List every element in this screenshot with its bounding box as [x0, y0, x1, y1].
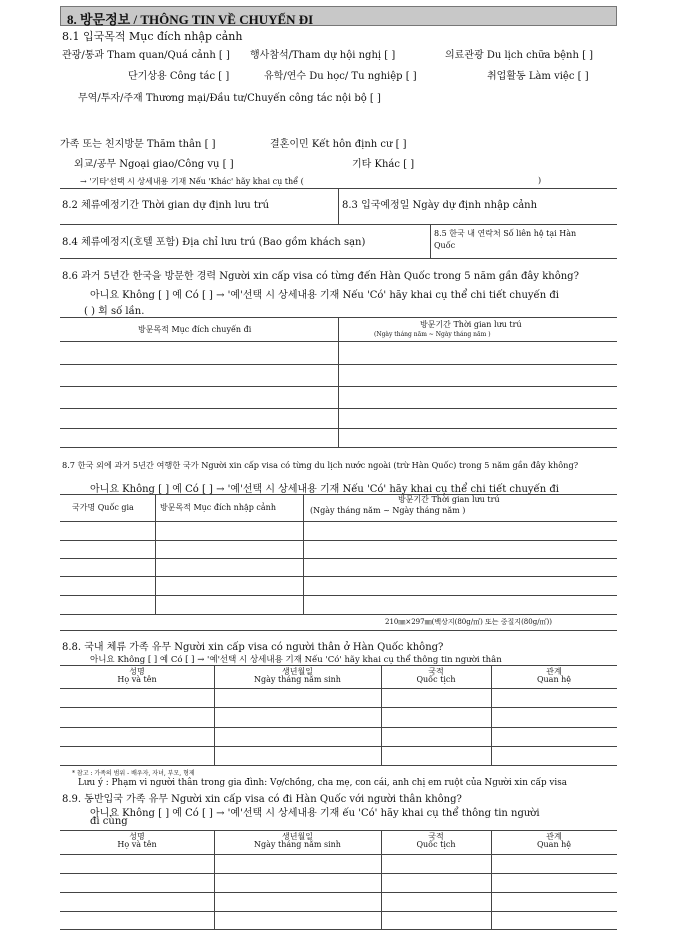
- korea-visit-question: 8.6 과거 5년간 한국을 방문한 경력 Người xin cấp visa có từng đến Hàn Quốc trong 5 năm gần đây không?: [62, 271, 579, 282]
- purpose-option-trade[interactable]: 무역/투자/주재 Thương mại/Đầu tư/Chuyến công tác nội bộ [ ]: [78, 93, 381, 104]
- section-header: [60, 6, 617, 26]
- overseas-travel-question: 8.7 한국 외에 과거 5년간 여행한 국가 Người xin cấp visa có từng du lịch nước ngoài (trừ Hàn Quốc) trong 5 năm gần đây không?: [62, 460, 579, 470]
- companion-family-answer-cont: đi cùng: [90, 816, 128, 827]
- purpose-option-business[interactable]: 단기상용 Công tác [ ]: [128, 71, 230, 82]
- companion-col-name-ko: 성명: [129, 832, 145, 841]
- family-scope-note: Lưu ý : Phạm vi người thân trong gia đình: Vợ/chồng, cha mẹ, con cái, anh chị em ruột của Người xin cấp visa: [78, 778, 567, 788]
- purpose-option-work[interactable]: 취업활동 Làm việc [ ]: [487, 71, 589, 82]
- korea-visit-col-period: 방문기간 Thời gian lưu trú: [420, 320, 522, 329]
- purpose-option-medical[interactable]: 의료관광 Du lịch chữa bệnh [ ]: [445, 50, 594, 61]
- section-title: 8. 방문정보 / THÔNG TIN VỀ CHUYẾN ĐI: [67, 12, 314, 27]
- family-col-relation-ko: 관계: [546, 667, 562, 676]
- companion-col-name: Họ và tên: [117, 840, 157, 849]
- companion-col-relation: Quan hệ: [536, 840, 572, 849]
- purpose-option-other[interactable]: 기타 Khác [ ]: [352, 159, 415, 170]
- companion-col-dob-ko: 생년월일: [282, 832, 313, 841]
- family-col-dob: Ngày tháng năm sinh: [254, 675, 341, 684]
- family-scope-note-ko: * 참고 : 가족의 범위 - 배우자, 자녀, 부모, 형제: [72, 770, 195, 777]
- companion-col-dob: Ngày tháng năm sinh: [254, 840, 341, 849]
- purpose-option-diplomatic[interactable]: 외교/공무 Ngoại giao/Công vụ [ ]: [74, 159, 234, 170]
- overseas-col-country: 국가명 Quốc gia: [72, 503, 134, 512]
- companion-col-nationality-ko: 국적: [428, 832, 444, 841]
- companion-col-relation-ko: 관계: [546, 832, 562, 841]
- korea-visit-answer[interactable]: 아니요 Không [ ] 예 Có [ ] → '예'선택 시 상세내용 기재 Nếu 'Có' hãy khai cụ thể chi tiết chuyến đi: [90, 290, 559, 301]
- overseas-travel-answer[interactable]: 아니요 Không [ ] 예 Có [ ] → '예'선택 시 상세내용 기재 Nếu 'Có' hãy khai cụ thể chi tiết chuyến đi: [90, 484, 559, 495]
- korea-visit-times[interactable]: ( ) 회 số lần.: [84, 306, 145, 317]
- purpose-option-tourism[interactable]: 관광/통과 Tham quan/Quá cảnh [ ]: [62, 50, 230, 61]
- stay-period-label: 8.2 체류예정기간 Thời gian dự định lưu trú: [62, 200, 270, 211]
- purpose-option-marriage[interactable]: 결혼이민 Kết hôn định cư [ ]: [270, 139, 407, 150]
- contact-label: 8.5 한국 내 연락처 Số liên hệ tại Hàn: [434, 229, 577, 238]
- purpose-option-visit-family[interactable]: 가족 또는 친지방문 Thăm thân [ ]: [60, 139, 216, 150]
- korea-visit-col-purpose: 방문목적 Mục đích chuyến đi: [138, 325, 252, 334]
- purpose-label: 8.1 입국목적 Mục đích nhập cảnh: [62, 30, 243, 43]
- companion-family-answer[interactable]: 아니요 Không [ ] 예 Có [ ] → '예'선택 시 상세내용 기재 ếu 'Có' hãy khai cụ thể thông tin người: [90, 808, 540, 819]
- family-col-dob-ko: 생년월일: [282, 667, 313, 676]
- family-col-nationality-ko: 국적: [428, 667, 444, 676]
- other-detail-close: ): [538, 176, 542, 185]
- family-col-name-ko: 성명: [129, 667, 145, 676]
- companion-family-question: 8.9. 동반입국 가족 유무 Người xin cấp visa có đi Hàn Quốc với người thân không?: [62, 794, 462, 805]
- stay-address-label: 8.4 체류예정지(호텔 포함) Địa chỉ lưu trú (Bao gồm khách sạn): [62, 237, 366, 248]
- purpose-option-study[interactable]: 유학/연수 Du học/ Tu nghiệp [ ]: [264, 71, 417, 82]
- entry-date-label: 8.3 입국예정일 Ngày dự định nhập cảnh: [342, 200, 538, 211]
- purpose-option-conference[interactable]: 행사참석/Tham dự hội nghị [ ]: [250, 50, 396, 61]
- family-col-name: Họ và tên: [117, 675, 157, 684]
- contact-label-cont: Quốc: [434, 241, 456, 250]
- overseas-col-purpose: 방문목적 Mục đích nhập cảnh: [160, 503, 276, 512]
- overseas-col-period: 방문기간 Thời gian lưu trú: [398, 495, 500, 504]
- overseas-col-period-sub: (Ngày tháng năm ~ Ngày tháng năm ): [310, 506, 466, 515]
- family-col-nationality: Quốc tịch: [416, 675, 456, 684]
- family-col-relation: Quan hệ: [536, 675, 572, 684]
- korea-visit-col-period-sub: (Ngày tháng năm ~ Ngày tháng năm ): [374, 331, 491, 338]
- family-in-korea-answer[interactable]: 아니요 Không [ ] 예 Có [ ] → '예'선택 시 상세내용 기재 Nếu 'Có' hãy khai cụ thể thông tin người thân: [90, 655, 502, 665]
- family-in-korea-question: 8.8. 국내 체류 가족 유무 Người xin cấp visa có người thân ở Hàn Quốc không?: [62, 642, 444, 653]
- other-detail-note: → '기타'선택 시 상세내용 기재 Nếu 'Khác' hãy khai cụ thể (: [80, 177, 304, 186]
- companion-col-nationality: Quốc tịch: [416, 840, 456, 849]
- paper-size-note: 210㎜×297㎜(백상지(80g/㎡) 또는 중질지(80g/㎡)): [385, 618, 553, 626]
